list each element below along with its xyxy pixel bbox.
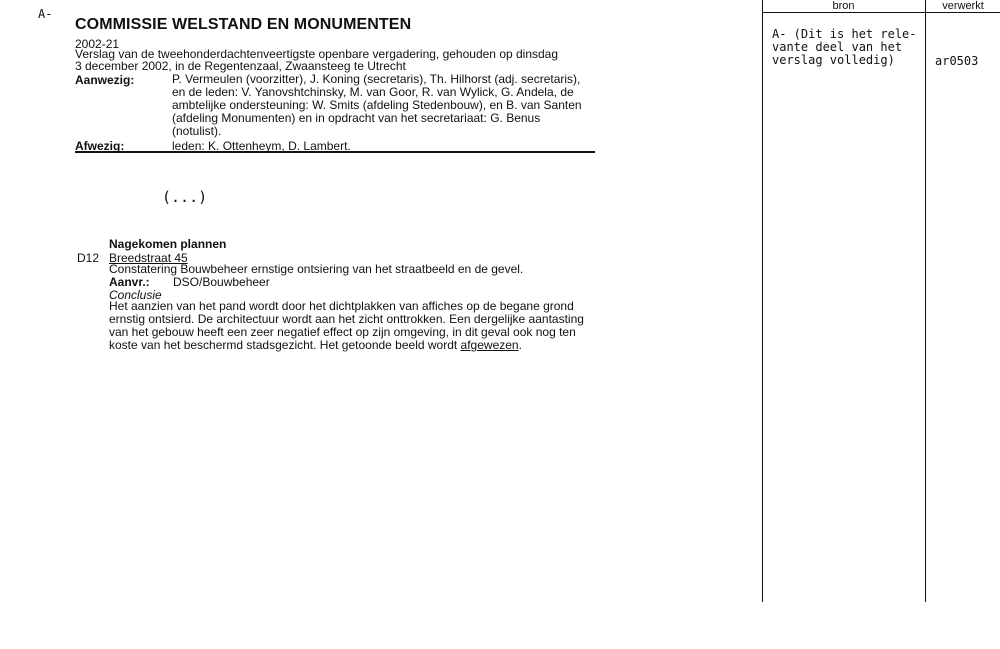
section-heading: Nagekomen plannen (109, 237, 227, 251)
present-line: P. Vermeulen (voorzitter), J. Koning (secretaris), Th. Hilhorst (adj. secretaris), (172, 72, 581, 86)
column-header-rule (762, 12, 1000, 13)
conclusion-line-text: koste van het beschermd stadsgezicht. Het getoonde beeld wordt (109, 338, 461, 352)
corner-mark: A- (38, 7, 53, 21)
item-code: D12 (77, 251, 100, 265)
present-line: en de leden: V. Yanovshtchinsky, M. van Goor, R. van Wylick, G. Andela, de (172, 85, 574, 99)
conclusion-line (109, 339, 522, 351)
column-divider (762, 0, 763, 602)
bron-column-header: bron (832, 0, 855, 12)
absent-label: Afwezig: (75, 139, 125, 153)
item-finding: Constatering Bouwbeheer ernstige ontsiering van het straatbeeld en de gevel. (109, 262, 524, 276)
present-line: (notulist). (172, 124, 222, 138)
conclusion-line: ernstig ontsierd. De architectuur wordt aan het zicht onttrokken. Een dergelijke aantasting (109, 312, 584, 326)
document-number: 2002-21 (75, 37, 120, 51)
document-intro-line: 3 december 2002, in de Regentenzaal, Zwaansteeg te Utrecht (75, 59, 406, 73)
omission-marker: (...) (162, 188, 208, 206)
bron-note-line: A- (Dit is het rele- (772, 27, 917, 41)
applicant-value: DSO/Bouwbeheer (173, 275, 270, 289)
verwerkt-column-header: verwerkt (942, 0, 984, 12)
bron-note-line: verslag volledig) (772, 53, 895, 67)
document-intro-line: Verslag van de tweehonderdachtenveertigste openbare vergadering, gehouden op dinsdag (75, 47, 559, 61)
processed-code: ar0503 (935, 54, 979, 68)
present-line: ambtelijke ondersteuning: W. Smits (afdeling Stedenbouw), en B. van Santen (172, 98, 582, 112)
conclusion-label: Conclusie (109, 288, 162, 302)
verdict-suffix: . (518, 338, 522, 352)
conclusion-line: van het gebouw heeft een zeer negatief effect op zijn omgeving, in dit geval ook nog ten (109, 325, 576, 339)
absent-text: leden: K. Ottenheym, D. Lambert. (172, 139, 351, 153)
applicant-label: Aanvr.: (109, 275, 150, 289)
conclusion-line: Het aanzien van het pand wordt door het dichtplakken van affiches op de begane grond (109, 299, 574, 313)
present-line: (afdeling Monumenten) en in opdracht van het secretariaat: G. Benus (172, 111, 541, 125)
header-divider (75, 151, 595, 153)
present-label: Aanwezig: (75, 73, 135, 87)
verdict: afgewezen (460, 338, 519, 352)
bron-note-line: vante deel van het (772, 40, 903, 54)
item-address: Breedstraat 45 (109, 251, 188, 265)
document-title: COMMISSIE WELSTAND EN MONUMENTEN (75, 16, 412, 33)
column-divider (925, 0, 926, 602)
